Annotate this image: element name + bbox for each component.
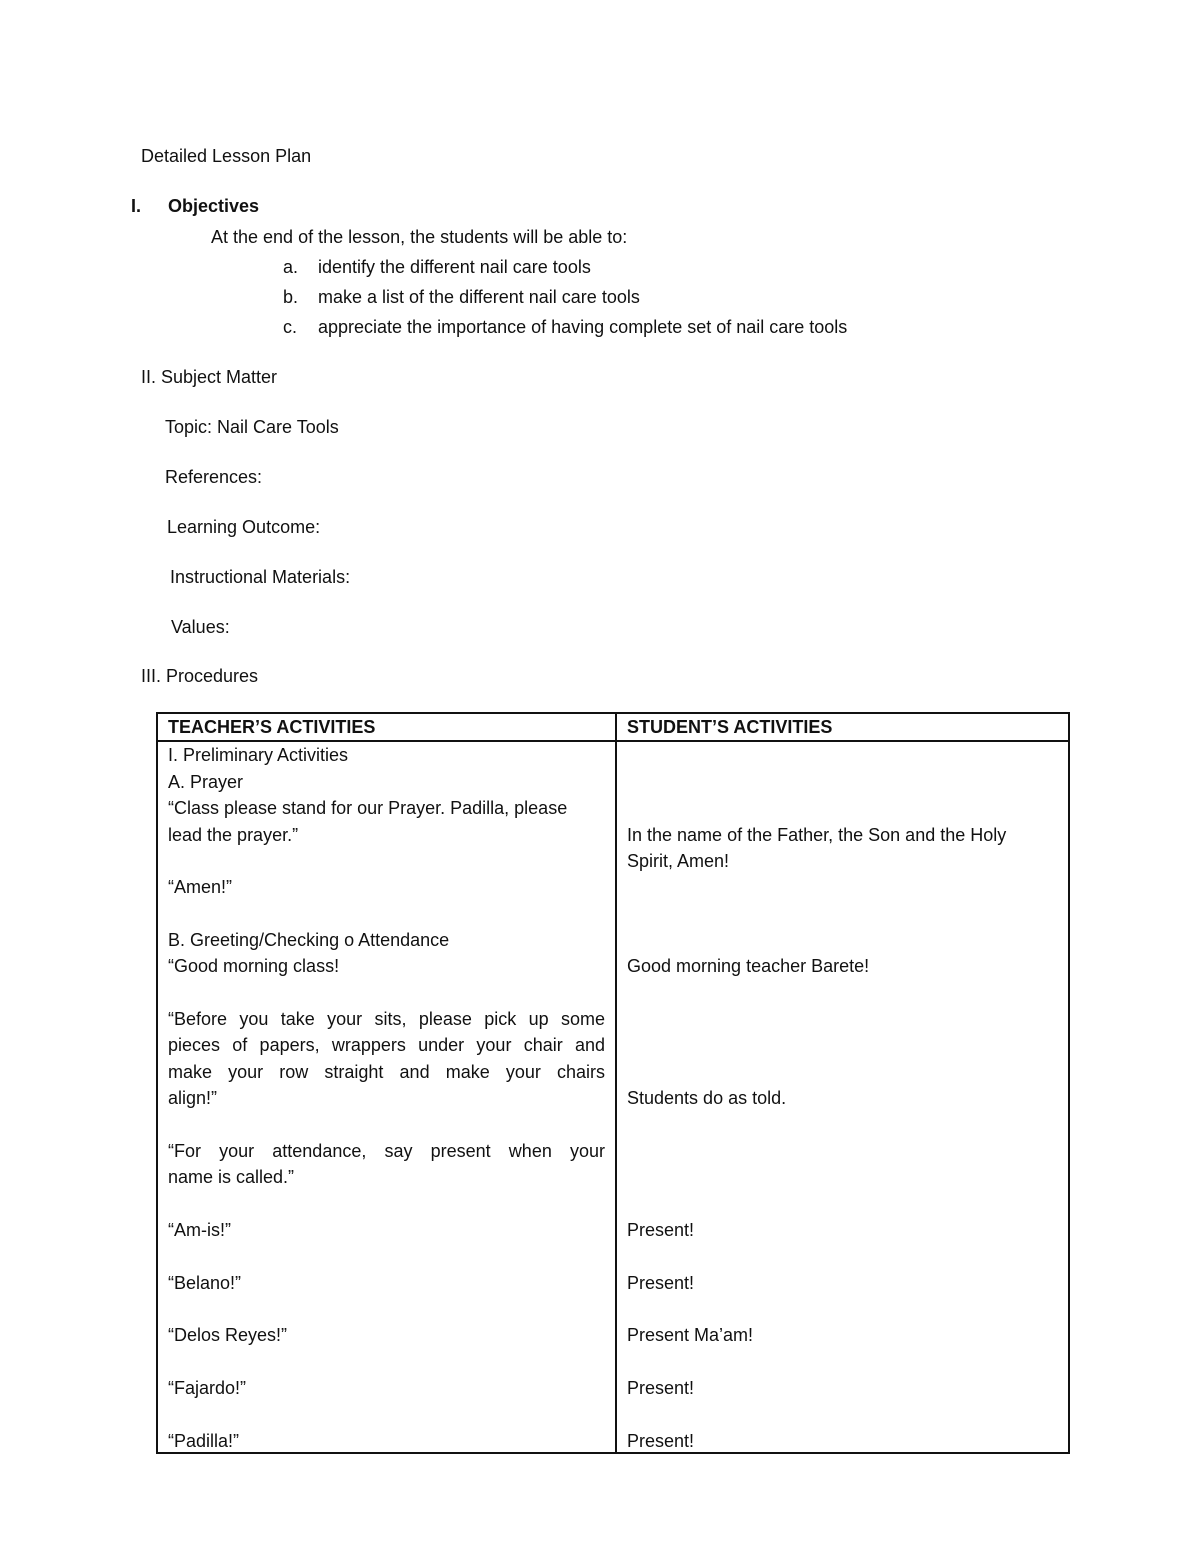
student-line: Present! [627, 1378, 695, 1398]
procedures-table [156, 712, 1070, 1454]
objective-item: identify the different nail care tools [318, 257, 591, 277]
table-row [157, 741, 1069, 1453]
teacher-line: “Before you take your sits, please pick up some [168, 1009, 605, 1029]
student-line: Present Ma’am! [627, 1325, 754, 1345]
teacher-line: lead the prayer.” [168, 825, 299, 845]
objective-item: make a list of the different nail care tools [318, 287, 640, 307]
student-line: Spirit, Amen! [627, 851, 730, 871]
teacher-line: “Fajardo!” [168, 1378, 247, 1398]
teacher-activities-header: TEACHER’S ACTIVITIES [157, 713, 616, 741]
student-line: Students do as told. [627, 1088, 787, 1108]
learning-outcome-label: Learning Outcome: [167, 517, 321, 537]
teacher-line: name is called.” [168, 1167, 295, 1187]
teacher-line: “Belano!” [168, 1273, 242, 1293]
teacher-line: pieces of papers, wrappers under your chair and [168, 1035, 605, 1055]
objective-marker: b. [283, 287, 299, 307]
student-line: Present! [627, 1273, 695, 1293]
teacher-line: make your row straight and make your chairs [168, 1062, 605, 1082]
teacher-line: “For your attendance, say present when your [168, 1141, 605, 1161]
teacher-line: “Class please stand for our Prayer. Padilla, please [168, 798, 568, 818]
teacher-line: align!” [168, 1088, 218, 1108]
teacher-line: “Delos Reyes!” [168, 1325, 288, 1345]
teacher-line: “Padilla!” [168, 1431, 240, 1451]
teacher-line: B. Greeting/Checking o Attendance [168, 930, 450, 950]
references-label: References: [165, 467, 263, 487]
student-line: Present! [627, 1431, 695, 1451]
subject-matter-heading: II. Subject Matter [141, 367, 278, 387]
objectives-intro: At the end of the lesson, the students will be able to: [211, 227, 628, 247]
student-activities-header: STUDENT’S ACTIVITIES [616, 713, 1069, 741]
procedures-heading: III. Procedures [141, 666, 259, 686]
teacher-activities-cell [157, 741, 616, 1453]
teacher-line: “Amen!” [168, 877, 233, 897]
teacher-line: “Good morning class! [168, 956, 340, 976]
values-label: Values: [171, 617, 230, 637]
student-line: Good morning teacher Barete! [627, 956, 870, 976]
table-header-row [157, 713, 1069, 741]
objective-marker: a. [283, 257, 299, 277]
objective-item: appreciate the importance of having complete set of nail care tools [318, 317, 848, 337]
teacher-line: A. Prayer [168, 772, 244, 792]
student-line: In the name of the Father, the Son and the Holy [627, 825, 1007, 845]
objectives-numeral: I. [131, 196, 142, 216]
student-line: Present! [627, 1220, 695, 1240]
student-activities-cell [616, 741, 1069, 1453]
instructional-materials-label: Instructional Materials: [170, 567, 351, 587]
document-title: Detailed Lesson Plan [141, 146, 312, 166]
objectives-heading: Objectives [168, 196, 260, 216]
teacher-line: I. Preliminary Activities [168, 745, 349, 765]
teacher-line: “Am-is!” [168, 1220, 231, 1240]
objective-marker: c. [283, 317, 298, 337]
topic-line: Topic: Nail Care Tools [165, 417, 339, 437]
